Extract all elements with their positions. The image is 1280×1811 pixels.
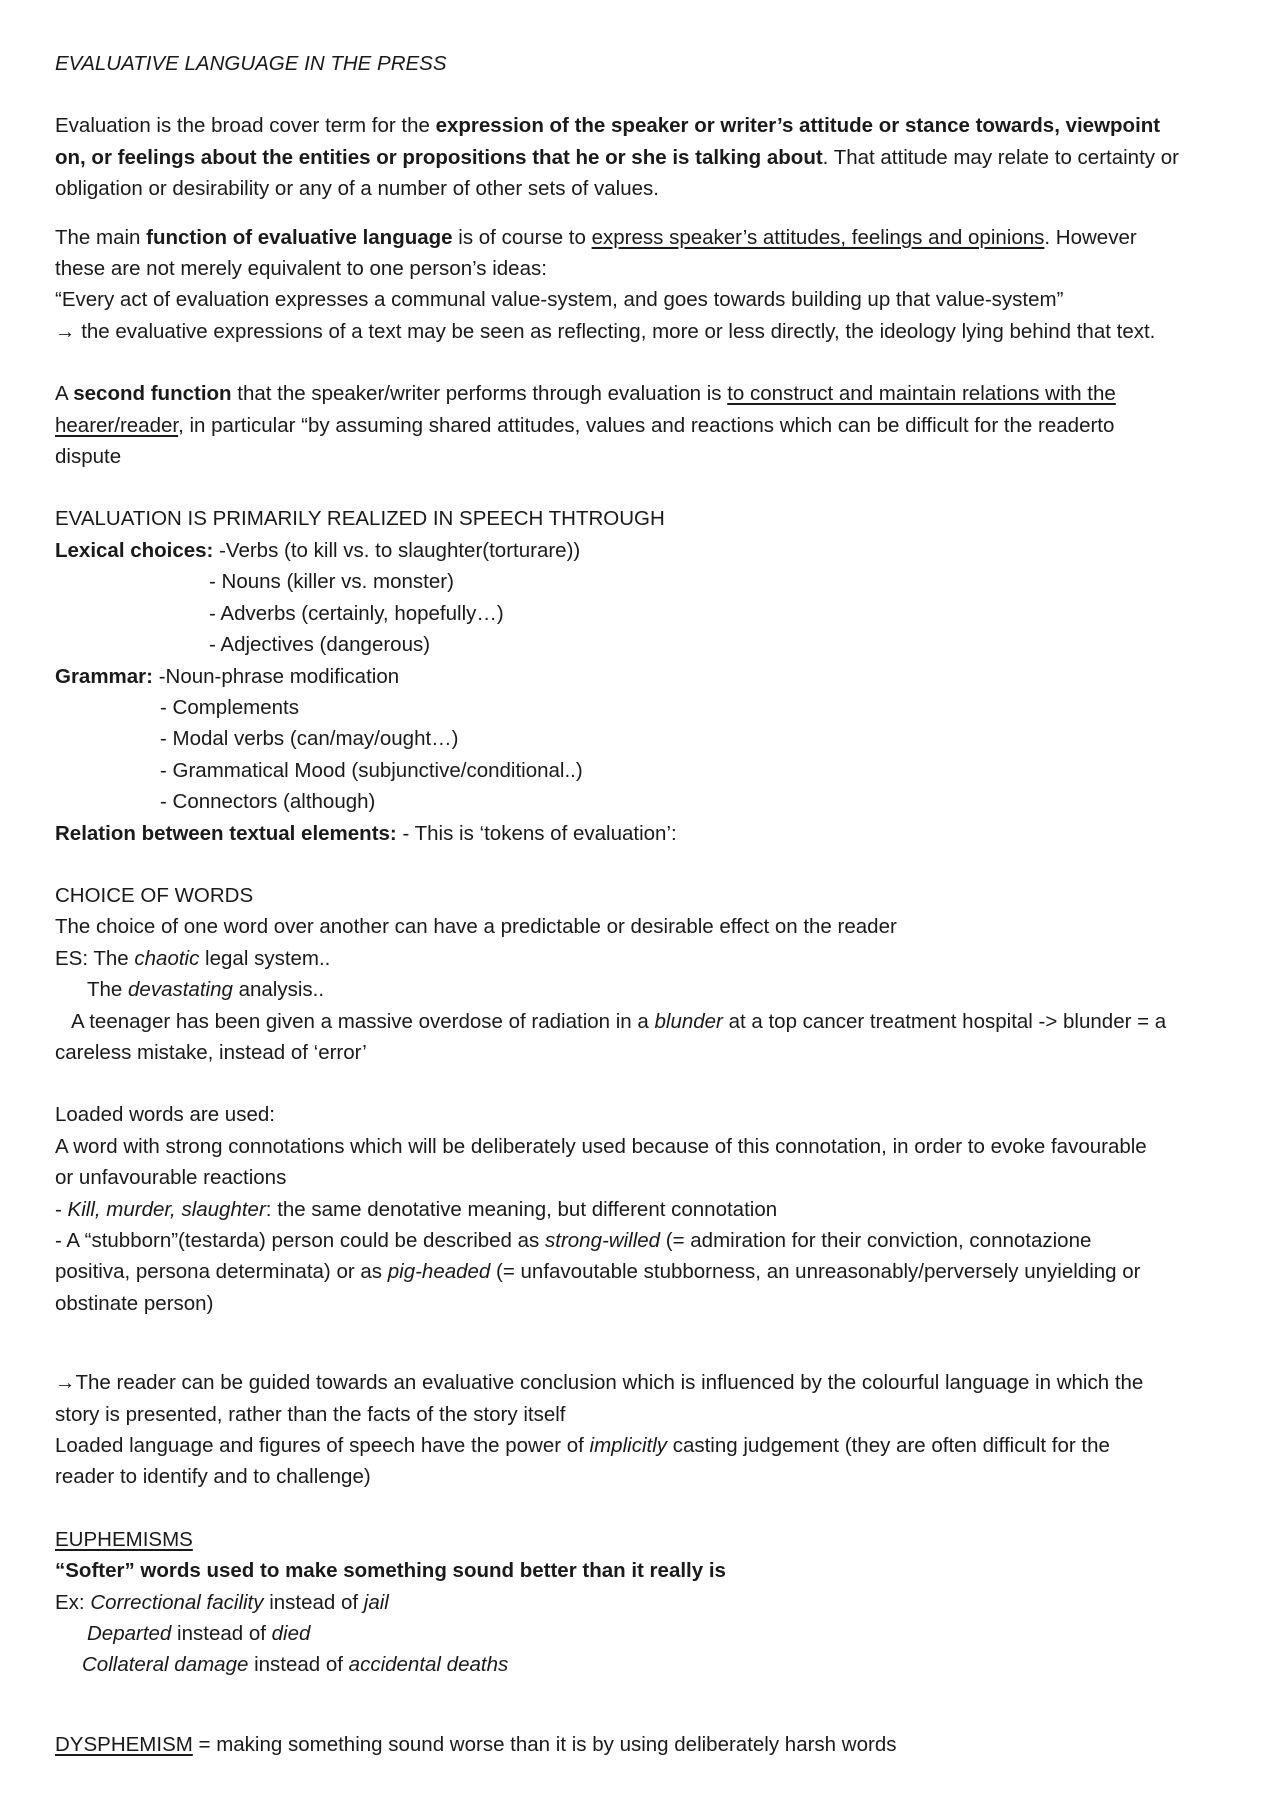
euphemism-example-2: Departed instead of died (87, 1622, 311, 1646)
grammar-line: Grammar: -Noun-phrase modification (55, 664, 400, 688)
arrow-icon: → (55, 1371, 76, 1395)
euphemism-example-1: Ex: Correctional facility instead of jail (55, 1590, 389, 1614)
grammar-item: - Modal verbs (can/may/ought…) (160, 727, 459, 751)
p3-line-1: A second function that the speaker/writer performs through evaluation is to construct and maintain relations with the (55, 382, 1116, 406)
grammar-item: - Connectors (although) (160, 790, 376, 814)
grammar-item: - Complements (160, 695, 299, 719)
conclusion-line-3: Loaded language and figures of speech have the power of implicitly casting judgement (they are often difficult for the (55, 1434, 1110, 1458)
choice-line-1: The choice of one word over another can have a predictable or desirable effect on the reader (55, 915, 897, 939)
dysphemism-term: DYSPHEMISM (55, 1732, 193, 1756)
choice-example-3-cont: careless mistake, instead of ‘error’ (55, 1040, 367, 1064)
p2-line-1: The main function of evaluative language is of course to express speaker’s attitudes, feelings and opinions. However (55, 225, 1137, 249)
euphemism-example-3: Collateral damage instead of accidental deaths (82, 1653, 509, 1677)
p2-line-2: these are not merely equivalent to one person’s ideas: (55, 257, 547, 281)
p2-line-4: → the evaluative expressions of a text may be seen as reflecting, more or less directly, the ideology lying behind that text. (55, 319, 1156, 343)
p2-quote: “Every act of evaluation expresses a communal value-system, and goes towards building up that value-system” (55, 288, 1064, 312)
conclusion-line-4: reader to identify and to challenge) (55, 1465, 371, 1489)
p2-underline: express speaker’s attitudes, feelings and opinions (591, 225, 1045, 249)
p1-line-3: obligation or desirability or any of a number of other sets of values. (55, 177, 659, 201)
choice-example-3: A teenager has been given a massive overdose of radiation in a blunder at a top cancer treatment hospital -> blunder = a (71, 1009, 1167, 1033)
choice-example-2: The devastating analysis.. (87, 978, 325, 1002)
conclusion-line-2: story is presented, rather than the facts of the story itself (55, 1402, 566, 1426)
p3-line-3: dispute (55, 445, 122, 469)
section-heading-euphemisms: EUPHEMISMS (55, 1527, 193, 1551)
section-heading-realize: EVALUATION IS PRIMARILY REALIZED IN SPEECH THTROUGH (55, 507, 665, 531)
p3-underline: to construct and maintain relations with the (727, 382, 1116, 406)
document-page (55, 48, 1235, 1760)
loaded-stubborn-3: obstinate person) (55, 1291, 214, 1315)
relation-label: Relation between textual elements: (55, 821, 397, 845)
euphemism-definition: “Softer” words used to make something sound better than it really is (55, 1559, 726, 1583)
grammar-item: - Grammatical Mood (subjunctive/conditional..) (160, 758, 583, 782)
loaded-line-1: Loaded words are used: (55, 1103, 275, 1127)
section-heading-choice: CHOICE OF WORDS (55, 883, 254, 907)
loaded-stubborn-2: positiva, persona determinata) or as pig-headed (= unfavoutable stubborness, an unreasonably/perversely unyielding or (55, 1260, 1141, 1284)
loaded-line-3: or unfavourable reactions (55, 1166, 287, 1190)
loaded-kill: - Kill, murder, slaughter: the same denotative meaning, but different connotation (55, 1197, 778, 1221)
p1-bold: expression of the speaker or writer’s attitude or stance towards, viewpoint (435, 114, 1161, 138)
p3-line-2: hearer/reader, in particular “by assuming shared attitudes, values and reactions which can be difficult for the readerto (55, 413, 1115, 437)
conclusion-line-1: →The reader can be guided towards an evaluative conclusion which is influenced by the colourful language in which the (55, 1371, 1144, 1395)
relation-line: Relation between textual elements: - This is ‘tokens of evaluation’: (55, 821, 677, 845)
lexical-item: - Nouns (killer vs. monster) (209, 570, 454, 594)
p1-bold-2: on, or feelings about the entities or propositions that he or she is talking about (55, 145, 823, 169)
spacer (55, 79, 1235, 110)
arrow-icon: → (55, 319, 76, 343)
document-title: EVALUATIVE LANGUAGE IN THE PRESS (55, 52, 447, 75)
lexical-line: Lexical choices: -Verbs (to kill vs. to slaughter(torturare)) (55, 538, 581, 562)
lexical-label: Lexical choices: (55, 538, 214, 562)
lexical-item: - Adjectives (dangerous) (209, 633, 431, 657)
choice-example-1: ES: The chaotic legal system.. (55, 946, 331, 970)
loaded-line-2: A word with strong connotations which will be deliberately used because of this connotation, in order to evoke favourable (55, 1134, 1147, 1158)
p1-line-2: on, or feelings about the entities or propositions that he or she is talking about. That attitude may relate to certainty or (55, 145, 1179, 169)
dysphemism-line: DYSPHEMISM = making something sound worse than it is by using deliberately harsh words (55, 1732, 897, 1756)
p1-line-1: Evaluation is the broad cover term for the expression of the speaker or writer’s attitude or stance towards, viewpoint (55, 114, 1161, 138)
lexical-item: - Adverbs (certainly, hopefully…) (209, 601, 504, 625)
grammar-label: Grammar: (55, 664, 153, 688)
loaded-stubborn: - A “stubborn”(testarda) person could be described as strong-willed (= admiration for their conviction, connotazione (55, 1229, 1092, 1252)
